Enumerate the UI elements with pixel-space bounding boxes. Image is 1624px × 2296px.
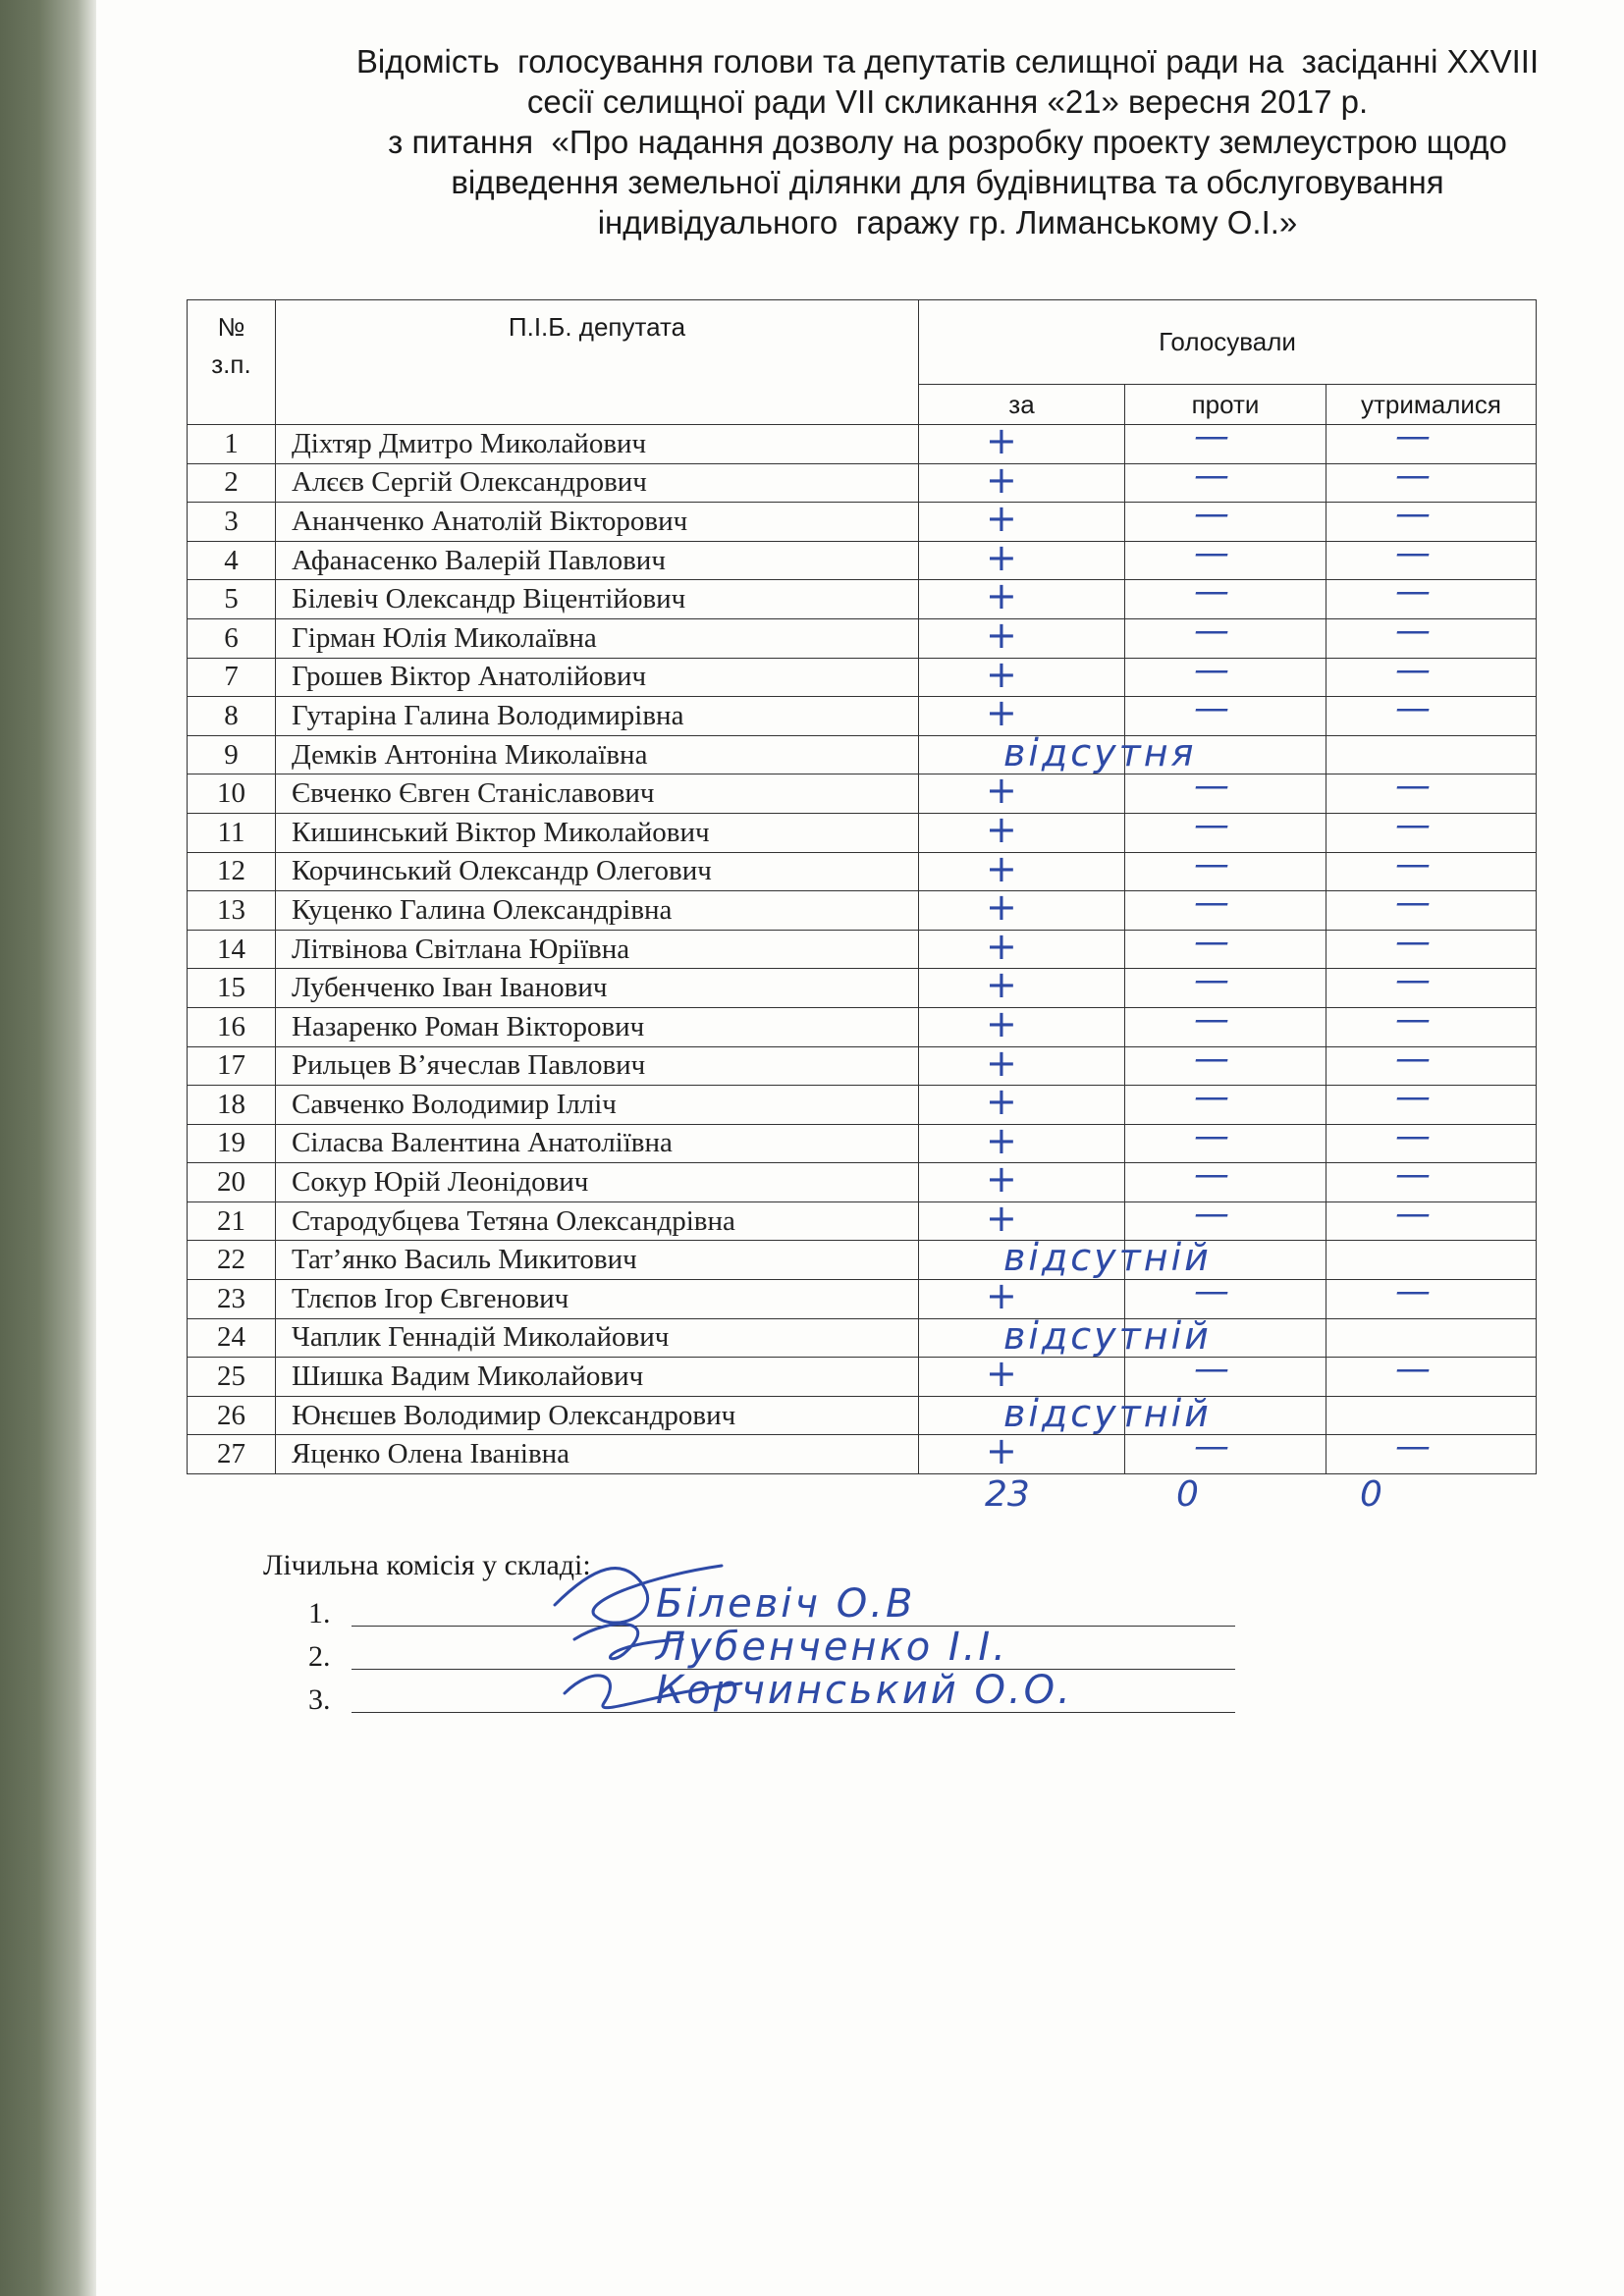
vote-for-cell <box>919 652 1125 697</box>
deputy-name: Сіласва Валентина Анатоліївна <box>276 1124 919 1163</box>
vote-for-cell <box>919 1313 1212 1358</box>
deputy-row <box>188 1396 1537 1435</box>
header-line-5: індивідуального гаражу гр. Лиманському О.І.» <box>597 204 1298 240</box>
vote-for-cell <box>919 963 1125 1008</box>
vote-abstain-cell <box>1326 1396 1537 1435</box>
dash-mark: — <box>1395 610 1431 651</box>
dash-mark: — <box>1194 571 1229 613</box>
dash-mark: — <box>1395 454 1431 496</box>
deputy-name: Чаплик Геннадій Миколайович <box>276 1318 919 1358</box>
plus-mark: + <box>986 1429 1017 1473</box>
dash-mark: — <box>1395 1115 1431 1156</box>
deputy-name: Яценко Олена Іванівна <box>276 1435 919 1474</box>
vote-for-cell <box>919 1157 1125 1202</box>
deputy-name: Гутаріна Галина Володимирівна <box>276 697 919 736</box>
dash-mark: — <box>1395 416 1431 456</box>
header-line-2: сесії селищної ради VII скликання «21» вересня 2017 р. <box>526 83 1369 120</box>
row-number: 21 <box>188 1201 276 1241</box>
row-number: 9 <box>188 735 276 774</box>
deputy-row <box>188 774 1537 814</box>
column-header-for: за <box>919 385 1125 425</box>
deputy-row <box>188 1241 1537 1280</box>
dash-mark: — <box>1395 960 1431 1001</box>
total-for: 23 <box>985 1474 1030 1515</box>
vote-abstain-cell <box>1326 454 1537 503</box>
dash-mark: — <box>1194 688 1229 729</box>
deputy-name: Алєєв Сергій Олександрович <box>276 463 919 503</box>
handwritten-signatures <box>535 1546 771 1742</box>
dash-mark: — <box>1194 454 1229 496</box>
vote-abstain-cell <box>1326 921 1537 969</box>
vote-abstain-cell <box>1326 843 1537 891</box>
deputy-row <box>188 852 1537 891</box>
row-number: 23 <box>188 1280 276 1319</box>
row-number: 24 <box>188 1318 276 1358</box>
dash-mark: — <box>1194 1038 1229 1079</box>
vote-for-cell <box>919 497 1125 542</box>
deputy-row <box>188 580 1537 619</box>
vote-for-cell <box>919 924 1125 969</box>
document-header <box>295 41 1600 242</box>
deputy-row <box>188 1163 1537 1202</box>
vote-for-cell <box>919 457 1125 503</box>
plus-mark: + <box>986 1352 1017 1396</box>
plus-mark: + <box>986 613 1017 657</box>
deputy-name: Шишка Вадим Миколайович <box>276 1358 919 1397</box>
column-header-name: П.І.Б. депутата <box>276 300 919 425</box>
dash-mark: — <box>1395 1038 1431 1079</box>
row-number: 13 <box>188 891 276 931</box>
row-number: 19 <box>188 1124 276 1163</box>
vote-abstain-cell <box>1326 1349 1537 1397</box>
plus-mark: + <box>986 963 1017 1007</box>
deputy-name: Корчинський Олександр Олегович <box>276 852 919 891</box>
vote-abstain-cell <box>1326 1115 1537 1163</box>
deputy-row <box>188 697 1537 736</box>
total-abstain: 0 <box>1360 1474 1382 1515</box>
vote-against-cell <box>1125 1349 1326 1397</box>
vote-abstain-cell <box>1326 766 1537 814</box>
deputy-row <box>188 735 1537 774</box>
dash-mark: — <box>1194 532 1229 573</box>
vote-for-cell <box>919 691 1125 736</box>
dash-mark: — <box>1194 960 1229 1001</box>
row-number: 7 <box>188 658 276 697</box>
vote-against-cell <box>1125 1193 1326 1241</box>
deputy-name: Ананченко Анатолій Вікторович <box>276 503 919 542</box>
row-number: 17 <box>188 1046 276 1086</box>
deputy-row <box>188 1124 1537 1163</box>
dash-mark: — <box>1395 1271 1431 1312</box>
deputy-row <box>188 618 1537 658</box>
plus-mark: + <box>986 807 1017 851</box>
dash-mark: — <box>1194 1077 1229 1118</box>
deputy-row <box>188 1201 1537 1241</box>
dash-mark: — <box>1395 1193 1431 1234</box>
column-header-voted: Голосували <box>919 300 1537 385</box>
deputy-row <box>188 463 1537 503</box>
deputy-row <box>188 1086 1537 1125</box>
deputy-row <box>188 1318 1537 1358</box>
deputy-row <box>188 930 1537 969</box>
deputy-row <box>188 891 1537 931</box>
deputy-name: Євченко Євген Станіславович <box>276 774 919 814</box>
row-number: 3 <box>188 503 276 542</box>
plus-mark: + <box>986 535 1017 579</box>
plus-mark: + <box>986 1157 1017 1201</box>
total-against: 0 <box>1176 1474 1199 1515</box>
vote-abstain-cell <box>1326 494 1537 542</box>
deputy-name: Тат’янко Василь Микитович <box>276 1241 919 1280</box>
vote-for-cell <box>919 535 1125 580</box>
column-header-against: проти <box>1125 385 1326 425</box>
member-number: 2. <box>308 1640 331 1673</box>
vote-against-cell <box>1125 1271 1326 1319</box>
vote-abstain-cell <box>1326 960 1537 1008</box>
plus-mark: + <box>986 497 1017 541</box>
header-line-3: з питання «Про надання дозволу на розробку проекту землеустрою щодо <box>388 124 1507 160</box>
dash-mark: — <box>1395 688 1431 729</box>
vote-for-cell <box>919 846 1125 891</box>
vote-against-cell <box>1125 1426 1326 1474</box>
vote-abstain-cell <box>1326 610 1537 658</box>
plus-mark: + <box>986 574 1017 618</box>
row-number: 12 <box>188 852 276 891</box>
vote-for-cell <box>919 807 1125 852</box>
deputy-name: Літвінова Світлана Юріївна <box>276 930 919 969</box>
dash-mark: — <box>1194 416 1229 456</box>
member-name: Білевіч О.В <box>656 1581 916 1627</box>
vote-for-cell <box>919 1236 1212 1280</box>
deputy-row <box>188 1435 1537 1474</box>
vote-abstain-cell <box>1326 1426 1537 1474</box>
dash-mark: — <box>1194 1349 1229 1390</box>
row-number: 25 <box>188 1358 276 1397</box>
dash-mark: — <box>1395 882 1431 924</box>
dash-mark: — <box>1194 804 1229 845</box>
row-number: 16 <box>188 1007 276 1046</box>
deputy-row <box>188 1358 1537 1397</box>
plus-mark: + <box>986 457 1017 502</box>
number-sign: № <box>217 312 245 342</box>
deputy-row <box>188 658 1537 697</box>
vote-abstain-cell <box>1326 416 1537 464</box>
row-number: 27 <box>188 1435 276 1474</box>
dash-mark: — <box>1395 1154 1431 1196</box>
member-number: 3. <box>308 1683 331 1716</box>
deputy-name: Рильцев В’ячеслав Павлович <box>276 1046 919 1086</box>
member-number: 1. <box>308 1597 331 1629</box>
plus-mark: + <box>986 769 1017 813</box>
deputy-row <box>188 541 1537 580</box>
vote-for-cell <box>919 1001 1125 1046</box>
row-number: 6 <box>188 618 276 658</box>
vote-abstain-cell <box>1326 1038 1537 1086</box>
vote-for-cell <box>919 1041 1125 1086</box>
deputy-row <box>188 503 1537 542</box>
row-number: 4 <box>188 541 276 580</box>
dash-mark: — <box>1395 1426 1431 1468</box>
deputy-name: Савченко Володимир Ілліч <box>276 1086 919 1125</box>
voting-table <box>187 299 1537 1474</box>
deputy-name: Юнєшев Володимир Олександрович <box>276 1396 919 1435</box>
deputy-name: Куценко Галина Олександрівна <box>276 891 919 931</box>
plus-mark: + <box>986 1196 1017 1240</box>
dash-mark: — <box>1194 494 1229 535</box>
dash-mark: — <box>1194 1193 1229 1234</box>
dash-mark: — <box>1395 494 1431 535</box>
plus-mark: + <box>986 924 1017 968</box>
deputy-row <box>188 1280 1537 1319</box>
vote-abstain-cell <box>1326 998 1537 1046</box>
absent-note: відсутня <box>1003 730 1197 774</box>
member-name: Лубенченко І.І. <box>656 1625 1008 1670</box>
vote-abstain-cell <box>1326 882 1537 931</box>
row-number: 8 <box>188 697 276 736</box>
vote-abstain-cell <box>1326 1318 1537 1358</box>
plus-mark: + <box>986 652 1017 696</box>
commission-title: Лічильна комісія у складі: <box>263 1549 591 1581</box>
vote-for-cell <box>919 1274 1125 1319</box>
vote-for-cell <box>919 730 1197 774</box>
dash-mark: — <box>1194 610 1229 651</box>
row-number: 11 <box>188 813 276 852</box>
plus-mark: + <box>986 1001 1017 1045</box>
dash-mark: — <box>1395 1077 1431 1118</box>
vote-abstain-cell <box>1326 804 1537 852</box>
vote-for-cell <box>919 885 1125 931</box>
dash-mark: — <box>1395 804 1431 845</box>
dash-mark: — <box>1194 998 1229 1040</box>
deputy-row <box>188 425 1537 464</box>
deputy-name: Кишинський Віктор Миколайович <box>276 813 919 852</box>
deputy-name: Стародубцева Тетяна Олександрівна <box>276 1201 919 1241</box>
dash-mark: — <box>1395 921 1431 962</box>
header-line-4: відведення земельної ділянки для будівництва та обслуговування <box>451 164 1444 200</box>
vote-abstain-cell <box>1326 1077 1537 1125</box>
dash-mark: — <box>1395 649 1431 690</box>
dash-mark: — <box>1194 1115 1229 1156</box>
row-number: 14 <box>188 930 276 969</box>
plus-mark: + <box>986 1041 1017 1085</box>
absent-note: відсутній <box>1003 1391 1212 1435</box>
column-header-number <box>188 300 276 425</box>
member-name: Корчинський О.О. <box>656 1668 1073 1713</box>
vote-for-cell <box>919 1352 1125 1397</box>
vote-for-cell <box>919 419 1125 464</box>
deputy-name: Гірман Юлія Миколаївна <box>276 618 919 658</box>
deputy-name: Тлєпов Ігор Євгенович <box>276 1280 919 1319</box>
deputy-name: Грошев Віктор Анатолійович <box>276 658 919 697</box>
number-abbrev: з.п. <box>211 349 251 379</box>
dash-mark: — <box>1194 1154 1229 1196</box>
vote-for-cell <box>919 613 1125 658</box>
deputy-row <box>188 969 1537 1008</box>
dash-mark: — <box>1194 766 1229 807</box>
vote-for-cell <box>919 769 1125 814</box>
vote-abstain-cell <box>1326 1241 1537 1280</box>
vote-abstain-cell <box>1326 1271 1537 1319</box>
plus-mark: + <box>986 1080 1017 1124</box>
column-header-abstain: утрималися <box>1326 385 1537 425</box>
row-number: 5 <box>188 580 276 619</box>
vote-for-cell <box>919 574 1125 619</box>
vote-abstain-cell <box>1326 571 1537 619</box>
vote-abstain-cell <box>1326 649 1537 697</box>
row-number: 18 <box>188 1086 276 1125</box>
vote-abstain-cell <box>1326 532 1537 580</box>
dash-mark: — <box>1194 921 1229 962</box>
deputy-name: Сокур Юрій Леонідович <box>276 1163 919 1202</box>
deputy-name: Демків Антоніна Миколаївна <box>276 735 919 774</box>
vote-for-cell <box>919 1391 1212 1435</box>
vote-abstain-cell <box>1326 735 1537 774</box>
plus-mark: + <box>986 419 1017 462</box>
dash-mark: — <box>1194 843 1229 884</box>
vote-for-cell <box>919 1429 1125 1474</box>
dash-mark: — <box>1395 843 1431 884</box>
dash-mark: — <box>1395 571 1431 613</box>
row-number: 1 <box>188 425 276 464</box>
vote-abstain-cell <box>1326 688 1537 736</box>
deputy-name: Діхтяр Дмитро Миколайович <box>276 425 919 464</box>
deputy-name: Назаренко Роман Вікторович <box>276 1007 919 1046</box>
deputy-row <box>188 1046 1537 1086</box>
vote-for-cell <box>919 1196 1125 1241</box>
dash-mark: — <box>1395 1349 1431 1390</box>
dash-mark: — <box>1395 766 1431 807</box>
dash-mark: — <box>1194 1271 1229 1312</box>
vote-abstain-cell <box>1326 1193 1537 1241</box>
absent-note: відсутній <box>1003 1236 1212 1280</box>
row-number: 15 <box>188 969 276 1008</box>
absent-note: відсутній <box>1003 1313 1212 1358</box>
vote-for-cell <box>919 1080 1125 1125</box>
row-number: 2 <box>188 463 276 503</box>
row-number: 22 <box>188 1241 276 1280</box>
dash-mark: — <box>1395 532 1431 573</box>
dash-mark: — <box>1194 882 1229 924</box>
plus-mark: + <box>986 1118 1017 1162</box>
dash-mark: — <box>1395 998 1431 1040</box>
deputy-name: Афанасенко Валерій Павлович <box>276 541 919 580</box>
deputy-row <box>188 813 1537 852</box>
row-number: 20 <box>188 1163 276 1202</box>
deputy-name: Білевіч Олександр Віцентійович <box>276 580 919 619</box>
vote-for-cell <box>919 1118 1125 1163</box>
deputy-row <box>188 1007 1537 1046</box>
dash-mark: — <box>1194 649 1229 690</box>
vote-against-cell <box>1125 688 1326 736</box>
row-number: 26 <box>188 1396 276 1435</box>
header-line-1: Відомість голосування голови та депутатів селищної ради на засіданні XXVIII <box>355 43 1540 80</box>
row-number: 10 <box>188 774 276 814</box>
dash-mark: — <box>1194 1426 1229 1468</box>
plus-mark: + <box>986 691 1017 735</box>
plus-mark: + <box>986 846 1017 890</box>
plus-mark: + <box>986 885 1017 930</box>
scanned-page-edge <box>0 0 96 2296</box>
vote-abstain-cell <box>1326 1154 1537 1202</box>
deputy-name: Лубенченко Іван Іванович <box>276 969 919 1008</box>
plus-mark: + <box>986 1274 1017 1318</box>
